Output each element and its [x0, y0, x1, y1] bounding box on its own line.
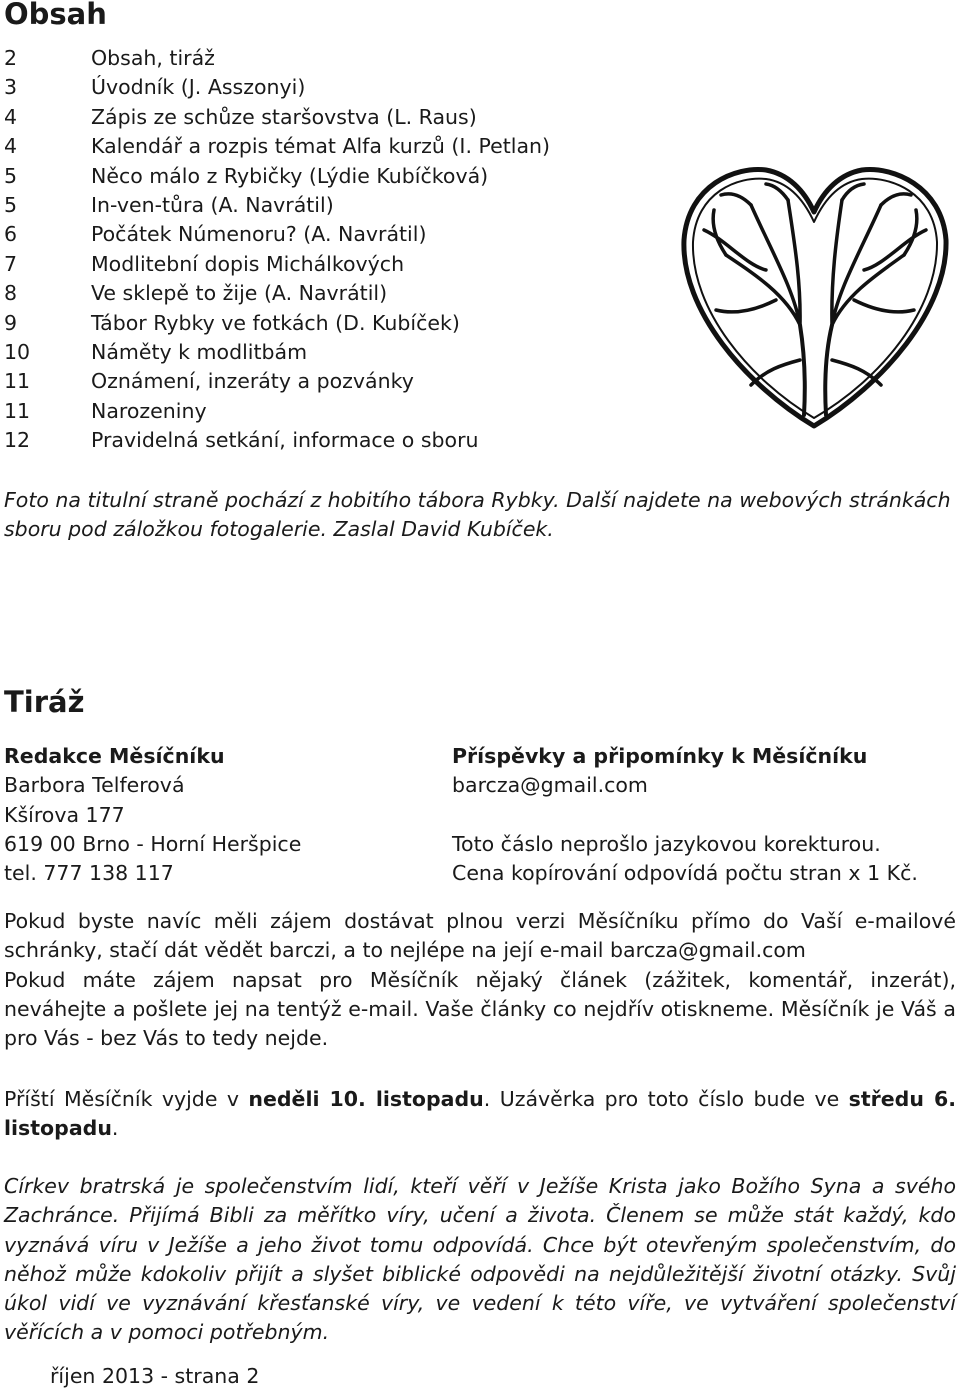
- contributions-email: barcza@gmail.com: [452, 773, 648, 798]
- toc-page-number: 11: [4, 398, 31, 423]
- editor-street: Kšírova 177: [4, 802, 125, 827]
- toc-entry-title: Náměty k modlitbám: [91, 339, 308, 364]
- toc-item: [4, 426, 644, 455]
- toc-item: [4, 397, 644, 426]
- toc-entry-title: Kalendář a rozpis témat Alfa kurzů (I. Petlan): [91, 134, 551, 159]
- editor-name: Barbora Telferová: [4, 773, 185, 798]
- page-footer: říjen 2013 - strana 2: [50, 1364, 260, 1388]
- price-note: Cena kopírování odpovídá počtu stran x 1 Kč.: [452, 861, 918, 886]
- toc-entry-title: Něco málo z Rybičky (Lýdie Kubíčková): [91, 163, 489, 188]
- email-subscription-paragraph: Pokud byste navíc měli zájem dostávat plnou verzi Měsíčníku přímo do Vaší e-mailové schránky, stačí dát vědět barczi, a to nejlépe na její e-mail barcza@gmail.com: [4, 909, 956, 963]
- table-of-contents: [4, 44, 644, 455]
- toc-entry-title: In-ven-tůra (A. Navrátil): [91, 192, 334, 217]
- toc-page-number: 2: [4, 46, 18, 70]
- toc-item: [4, 44, 644, 73]
- editorial-heading: Redakce Měsíčníku: [4, 744, 225, 768]
- toc-entry-title: Počátek Númenoru? (A. Navrátil): [91, 222, 427, 247]
- toc-page-number: 6: [4, 222, 18, 247]
- toc-item: [4, 220, 644, 249]
- toc-page-number: 7: [4, 251, 18, 276]
- toc-page-number: 5: [4, 192, 18, 217]
- heart-tree-icon: [676, 160, 952, 430]
- church-statement: Církev bratrská je společenstvím lidí, kteří věří v Ježíše Krista jako Božího Syna a svého Zachránce. Přijímá Bibli za měřítko víry, učení a života. Členem se může stát každý, kdo vyznává víru v Ježíše a jeho život tomu odpovídá. Chce být otevřeným společenstvím, do něhož může kdokoliv přijít a slyšet biblické odpovědi na nejdůležitější životní otázky. Svůj úkol vidí ve vyznávání křesťanské víry, ve vedení k této víře, ve vytváření společenství věřících a v pomoci potřebným.: [4, 1174, 956, 1345]
- section-title-obsah: Obsah: [4, 0, 107, 31]
- toc-item: [4, 103, 644, 132]
- toc-item: [4, 338, 644, 367]
- toc-page-number: 5: [4, 163, 18, 188]
- photo-caption: Foto na titulní straně pochází z hobitího tábora Rybky. Další najdete na webových stránkách sboru pod záložkou fotogalerie. Zaslal David Kubíček.: [4, 488, 951, 541]
- section-title-tiraz: Tiráž: [4, 685, 85, 719]
- toc-item: [4, 367, 644, 396]
- toc-item: [4, 162, 644, 191]
- toc-page-number: 10: [4, 339, 31, 364]
- next-issue-date: neděli 10. listopadu: [248, 1087, 484, 1111]
- contributions-contact: [452, 742, 918, 888]
- editor-city: 619 00 Brno - Horní Heršpice: [4, 831, 302, 856]
- toc-entry-title: Oznámení, inzeráty a pozvánky: [91, 369, 414, 394]
- deadline-date: středu 6. listopadu: [4, 1087, 956, 1141]
- toc-page-number: 8: [4, 281, 18, 306]
- toc-page-number: 9: [4, 310, 18, 335]
- toc-item: [4, 309, 644, 338]
- toc-entry-title: Ve sklepě to žije (A. Navrátil): [91, 281, 388, 306]
- toc-entry-title: Obsah, tiráž: [91, 46, 215, 70]
- toc-page-number: 4: [4, 134, 18, 159]
- toc-entry-title: Úvodník (J. Asszonyi): [91, 75, 306, 100]
- toc-page-number: 11: [4, 369, 31, 394]
- editor-phone: tel. 777 138 117: [4, 861, 174, 886]
- toc-entry-title: Narozeniny: [91, 398, 207, 423]
- toc-page-number: 4: [4, 104, 18, 129]
- toc-item: [4, 73, 644, 102]
- toc-item: [4, 250, 644, 279]
- toc-item: [4, 132, 644, 161]
- toc-entry-title: Pravidelná setkání, informace o sboru: [91, 428, 479, 453]
- toc-page-number: 3: [4, 75, 18, 100]
- next-issue-paragraph: Příští Měsíčník vyjde v neděli 10. listopadu. Uzávěrka pro toto číslo bude ve středu 6. listopadu.: [4, 1087, 956, 1141]
- proofreading-note: Toto čáslo neprošlo jazykovou korekturou.: [452, 831, 881, 856]
- contributions-heading: Příspěvky a připomínky k Měsíčníku: [452, 744, 868, 768]
- toc-item: [4, 191, 644, 220]
- toc-entry-title: Modlitební dopis Michálkových: [91, 251, 405, 276]
- toc-entry-title: Zápis ze schůze staršovstva (L. Raus): [91, 104, 477, 129]
- submit-article-paragraph: Pokud máte zájem napsat pro Měsíčník nějaký článek (zážitek, komentář, inzerát), neváhejte a pošlete jej na tentýž e-mail. Vaše články co nejdřív otiskneme. Měsíčník je Váš a pro Vás - bez Vás to tedy nejde.: [4, 967, 956, 1051]
- subscription-info: [4, 907, 956, 1053]
- toc-entry-title: Tábor Rybky ve fotkách (D. Kubíček): [91, 310, 460, 335]
- editorial-contact: [4, 742, 301, 888]
- toc-page-number: 12: [4, 428, 31, 453]
- toc-item: [4, 279, 644, 308]
